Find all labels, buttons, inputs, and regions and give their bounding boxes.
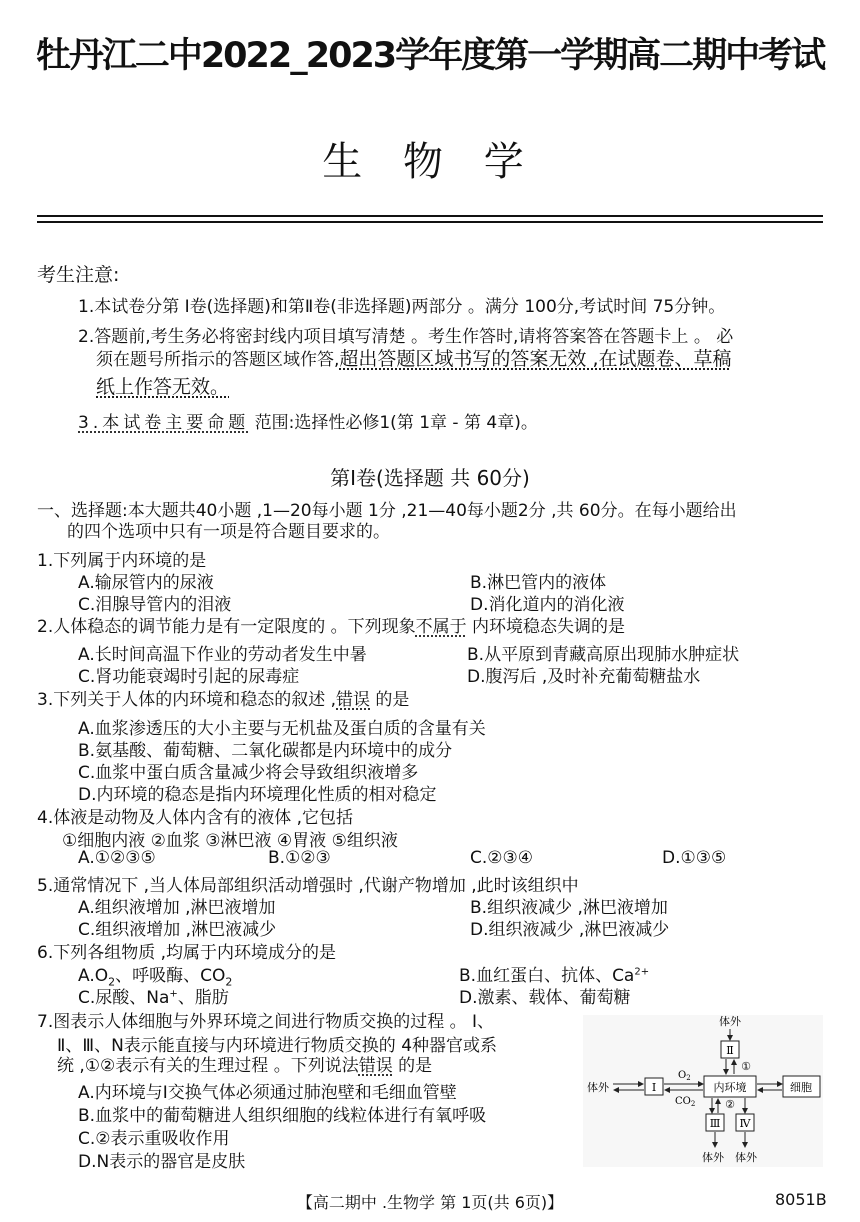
label-outside-top: 体外 — [719, 1015, 741, 1028]
option-b: B.淋巴管内的液体 — [470, 573, 607, 593]
notice-emphasis: 纸上作答无效。 — [96, 376, 230, 398]
box-iv-label: Ⅳ — [739, 1117, 751, 1130]
notice-item — [78, 408, 538, 433]
stem-text: 的是 — [370, 690, 410, 710]
section-heading: 第Ⅰ卷(选择题 共 60分) — [330, 466, 530, 490]
option-text: 、呼吸酶、CO — [115, 966, 226, 986]
label-outside-bottom-right: 体外 — [735, 1151, 757, 1164]
notice-item — [96, 344, 732, 371]
option-a: A.血浆渗透压的大小主要与无机盐及蛋白质的含量有关 — [78, 719, 486, 739]
option-c: C.②表示重吸收作用 — [78, 1129, 230, 1149]
superscript: + — [169, 988, 178, 1000]
label-outside-left: 体外 — [587, 1081, 609, 1094]
option-d: D.内环境的稳态是指内环境理化性质的相对稳定 — [78, 785, 437, 805]
notice-item: 2.答题前,考生务必将密封线内项目填写清楚 。考生作答时,请将答案答在答题卡上 。 必 — [78, 327, 734, 347]
co2-label: $CO_2$ — [675, 1096, 696, 1108]
stem-emphasis: 错误 — [336, 690, 371, 710]
question-stem: 7.图表示人体细胞与外界环境之间进行物质交换的过程 。 Ⅰ、 — [37, 1012, 495, 1032]
stem-text: 内环境稳态失调的是 — [466, 617, 626, 637]
option-c: C.组织液增加 ,淋巴液减少 — [78, 920, 277, 940]
option-d: D.N表示的器官是皮肤 — [78, 1152, 246, 1172]
title-divider — [37, 215, 823, 217]
notice-emphasis: 3.本试卷主要命题 — [78, 413, 250, 433]
option-text: A.O — [78, 966, 109, 986]
notice-text: 范围:选择性必修1(第 1章 - 第 4章)。 — [249, 413, 538, 433]
option-text: 、脂肪 — [177, 988, 229, 1008]
stem-text: 的是 — [392, 1056, 433, 1076]
option-b: B.从平原到青藏高原出现肺水肿症状 — [467, 645, 740, 665]
question-stem: 4.体液是动物及人体内含有的液体 ,它包括 — [37, 808, 354, 828]
question-stem — [37, 612, 625, 637]
label-outside-bottom-left: 体外 — [702, 1151, 724, 1164]
option-a: A.①②③⑤ — [78, 848, 156, 868]
box-ii-label: Ⅱ — [726, 1044, 734, 1057]
stem-emphasis: 错误 — [358, 1056, 393, 1076]
item-list: ①细胞内液 ②血浆 ③淋巴液 ④胃液 ⑤组织液 — [62, 831, 398, 851]
title-divider — [37, 221, 823, 223]
subject-title: 生 物 学 — [322, 139, 538, 185]
exam-title: 牡丹江二中2022_2023学年度第一学期高二期中考试 — [35, 36, 825, 76]
page-footer: 【高二期中 .生物学 第 1页(共 6页)】 — [296, 1193, 564, 1212]
option-text: B.血红蛋白、抗体、Ca — [459, 966, 635, 986]
option-d: D.激素、载体、葡萄糖 — [459, 988, 631, 1008]
superscript: 2+ — [634, 966, 650, 978]
stem-text: 3.下列关于人体的内环境和稳态的叙述 , — [37, 690, 337, 710]
exchange-diagram — [583, 1015, 823, 1167]
question-stem: 5.通常情况下 ,当人体局部组织活动增强时 ,代谢产物增加 ,此时该组织中 — [37, 876, 579, 896]
option-d: D.组织液减少 ,淋巴液减少 — [470, 920, 670, 940]
notice-item: 1.本试卷分第 Ⅰ卷(选择题)和第Ⅱ卷(非选择题)两部分 。满分 100分,考试时间 75分钟。 — [78, 297, 726, 317]
question-stem: 1.下列属于内环境的是 — [37, 551, 207, 571]
cell-label: 细胞 — [790, 1081, 812, 1094]
option-c: C.肾功能衰竭时引起的尿毒症 — [78, 667, 300, 687]
question-stem — [57, 1051, 432, 1076]
option-b: B.组织液减少 ,淋巴液增加 — [470, 898, 668, 918]
option-b: B.①②③ — [268, 848, 331, 868]
option-b: B.氨基酸、葡萄糖、二氧化碳都是内环境中的成分 — [78, 741, 453, 761]
stem-text: 统 ,①②表示有关的生理过程 。下列说法 — [57, 1056, 359, 1076]
option-c — [78, 983, 229, 1008]
box-i-label: Ⅰ — [651, 1081, 657, 1094]
option-c: C.②③④ — [470, 848, 533, 868]
option-a: A.输尿管内的尿液 — [78, 573, 214, 593]
option-d: D.腹泻后 ,及时补充葡萄糖盐水 — [467, 667, 701, 687]
option-a: A.内环境与Ⅰ交换气体必须通过肺泡壁和毛细血管壁 — [78, 1083, 457, 1103]
section-intro: 的四个选项中只有一项是符合题目要求的。 — [67, 522, 390, 542]
process-2-label: ② — [725, 1098, 735, 1111]
paper-code: 8051B — [775, 1190, 827, 1209]
section-intro: 一、选择题:本大题共40小题 ,1—20每小题 1分 ,21—40每小题2分 ,共 60分。在每小题给出 — [37, 501, 737, 521]
question-stem: Ⅱ、Ⅲ、N表示能直接与内环境进行物质交换的 4种器官或系 — [57, 1036, 498, 1056]
stem-text: 2.人体稳态的调节能力是有一定限度的 。下列现象 — [37, 617, 416, 637]
process-1-label: ① — [741, 1060, 751, 1073]
subscript: 2 — [225, 975, 233, 989]
internal-environment-label: 内环境 — [713, 1081, 747, 1094]
option-a: A.长时间高温下作业的劳动者发生中暑 — [78, 645, 367, 665]
question-stem: 6.下列各组物质 ,均属于内环境成分的是 — [37, 943, 337, 963]
stem-emphasis: 不属于 — [415, 617, 467, 637]
option-a: A.组织液增加 ,淋巴液增加 — [78, 898, 276, 918]
box-iii-label: Ⅲ — [709, 1117, 721, 1130]
o2-label: $O_2$ — [678, 1070, 691, 1082]
notice-text: 须在题号所指示的答题区域作答, — [96, 350, 340, 370]
question-stem — [37, 685, 409, 710]
option-c: C.泪腺导管内的泪液 — [78, 595, 232, 615]
option-c: C.血浆中蛋白质含量减少将会导致组织液增多 — [78, 763, 419, 783]
notice-heading: 考生注意: — [37, 264, 120, 286]
notice-emphasis: 超出答题区域书写的答案无效 ,在试题卷、草稿 — [339, 348, 732, 370]
option-b: B.血浆中的葡萄糖进人组织细胞的线粒体进行有氧呼吸 — [78, 1106, 487, 1126]
option-d: D.①③⑤ — [662, 848, 727, 868]
option-text: C.尿酸、Na — [78, 988, 170, 1008]
option-d: D.消化道内的消化液 — [470, 595, 625, 615]
subscript: 2 — [108, 975, 116, 989]
